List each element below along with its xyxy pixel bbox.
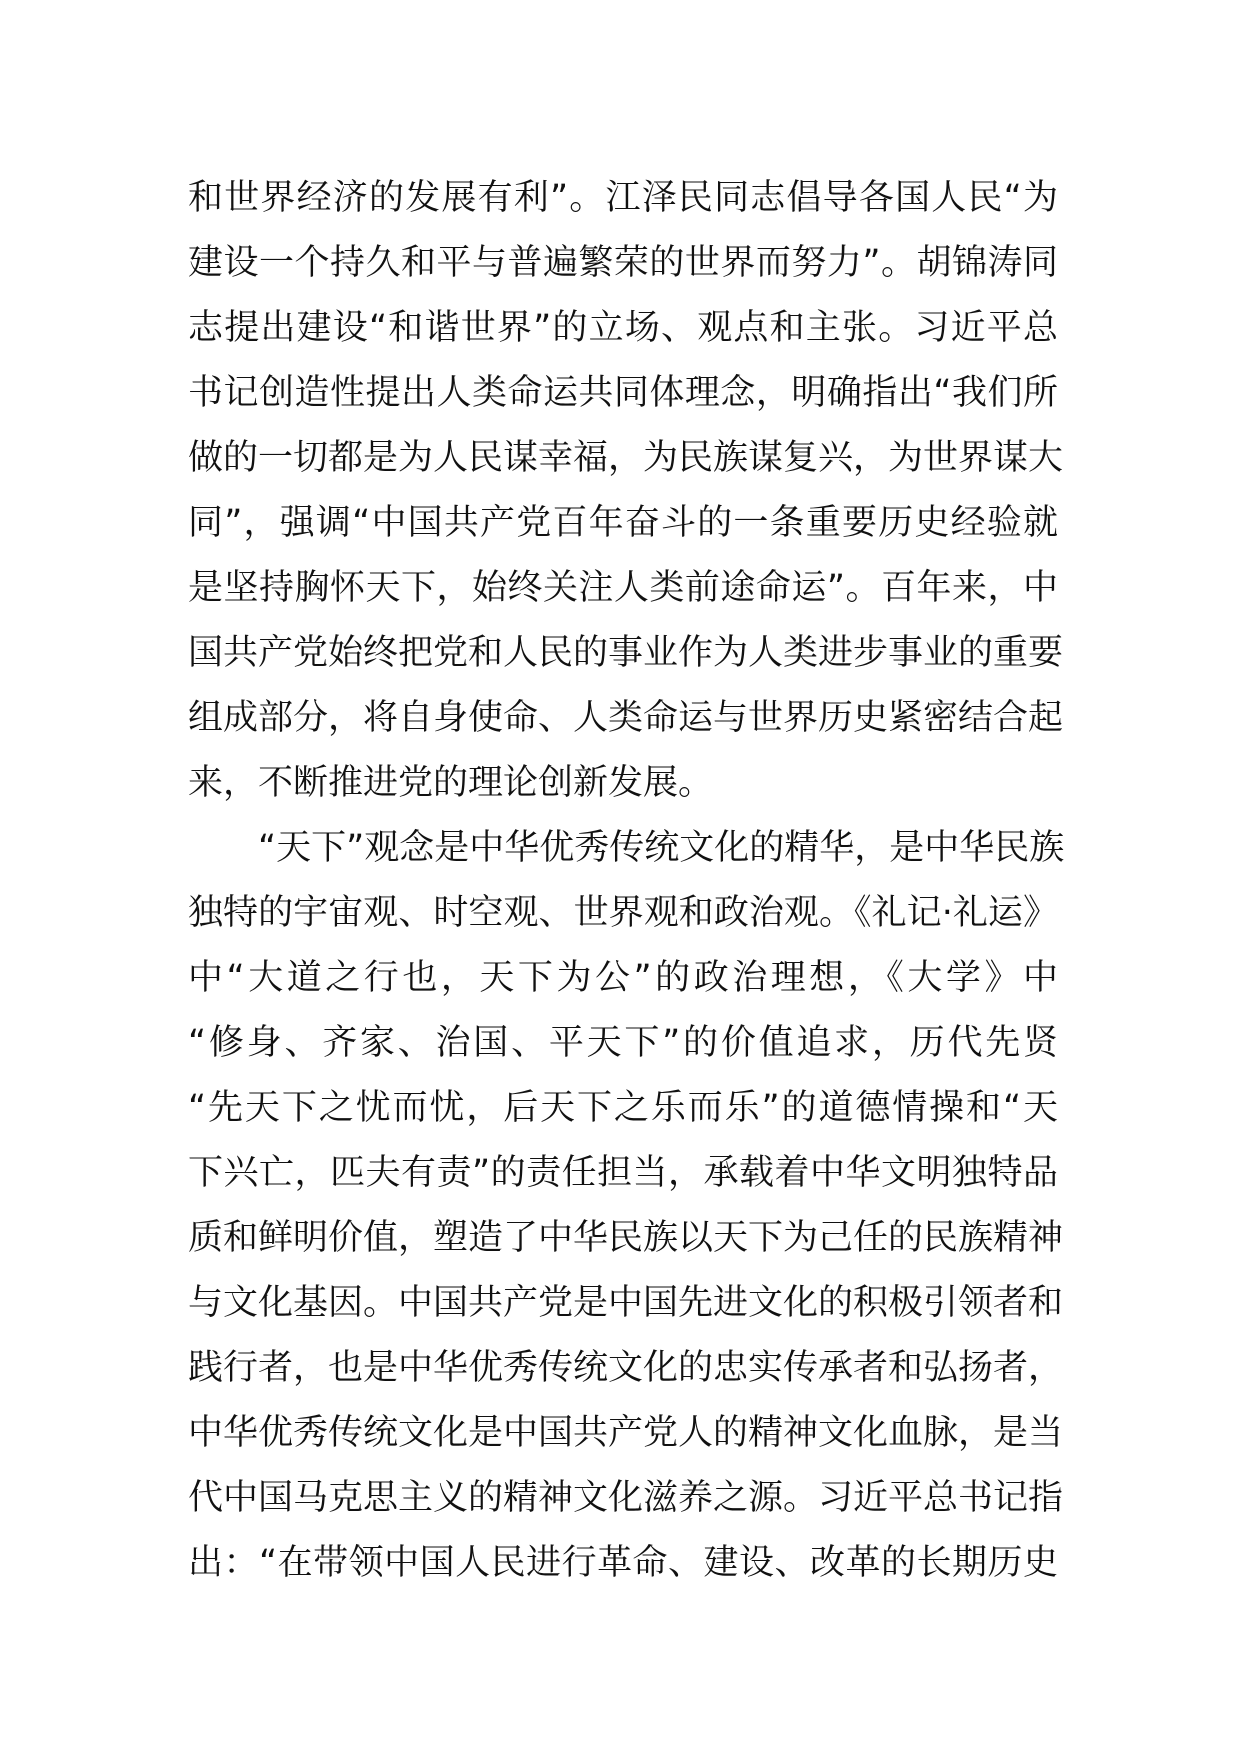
- text-line: 做的一切都是为人民谋幸福，为民族谋复兴，为世界谋大: [188, 438, 1064, 478]
- text-line: 践行者，也是中华优秀传统文化的忠实传承者和弘扬者，: [188, 1348, 1064, 1388]
- text-line: 独特的宇宙观、时空观、世界观和政治观。《礼记·礼运》: [188, 893, 1058, 933]
- text-line: 出：“在带领中国人民进行革命、建设、改革的长期历史: [188, 1543, 1058, 1583]
- text-line: 中“大道之行也，天下为公”的政治理想，《大学》中: [188, 958, 1058, 998]
- text-line: 来，不断推进党的理论创新发展。: [188, 763, 714, 803]
- text-line: 书记创造性提出人类命运共同体理念，明确指出“我们所: [188, 373, 1058, 413]
- text-line: “先天下之忧而忧，后天下之乐而乐”的道德情操和“天: [188, 1088, 1058, 1128]
- text-line: 是坚持胸怀天下，始终关注人类前途命运”。百年来，中: [188, 568, 1058, 608]
- text-line: 志提出建设“和谐世界”的立场、观点和主张。习近平总: [188, 308, 1058, 348]
- text-line: 下兴亡，匹夫有责”的责任担当，承载着中华文明独特品: [188, 1153, 1058, 1193]
- text-line: “天下”观念是中华优秀传统文化的精华，是中华民族: [258, 828, 1065, 868]
- text-line: 代中国马克思主义的精神文化滋养之源。习近平总书记指: [188, 1478, 1064, 1518]
- text-line: 和世界经济的发展有利”。江泽民同志倡导各国人民“为: [188, 178, 1058, 218]
- text-line: 国共产党始终把党和人民的事业作为人类进步事业的重要: [188, 633, 1064, 673]
- text-line: 中华优秀传统文化是中国共产党人的精神文化血脉，是当: [188, 1413, 1064, 1453]
- text-line: 建设一个持久和平与普遍繁荣的世界而努力”。胡锦涛同: [188, 243, 1058, 283]
- paragraph-1: [188, 166, 1064, 816]
- text-line: 组成部分，将自身使命、人类命运与世界历史紧密结合起: [188, 698, 1064, 738]
- text-line: 质和鲜明价值，塑造了中华民族以天下为己任的民族精神: [188, 1218, 1064, 1258]
- text-line: 同”，强调“中国共产党百年奋斗的一条重要历史经验就: [188, 503, 1058, 543]
- text-line: 与文化基因。中国共产党是中国先进文化的积极引领者和: [188, 1283, 1064, 1323]
- paragraph-2: [188, 816, 1065, 1596]
- text-line: “修身、齐家、治国、平天下”的价值追求，历代先贤: [188, 1023, 1058, 1063]
- body-text: [188, 166, 1065, 1596]
